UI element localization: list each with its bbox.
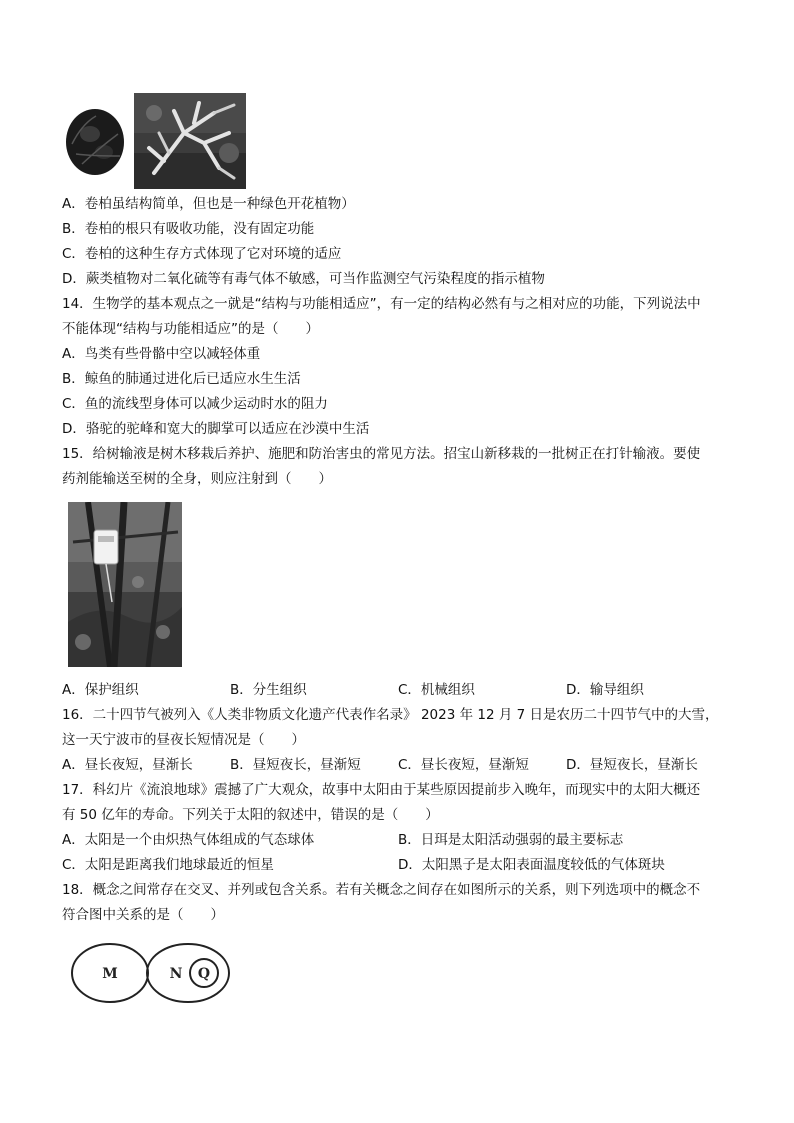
q15-option-d: D．输导组织 <box>566 682 644 698</box>
q16-option-c: C．昼长夜短，昼渐短 <box>398 757 529 773</box>
q15-stem-line2: 药剂能输送至树的全身，则应注射到（ ） <box>62 471 332 487</box>
q14-option-d: D．骆驼的驼峰和宽大的脚掌可以适应在沙漠中生活 <box>62 421 370 437</box>
q14-option-c: C．鱼的流线型身体可以减少运动时水的阻力 <box>62 396 328 412</box>
q16-stem-line1: 16．二十四节气被列入《人类非物质文化遗产代表作名录》 2023 年 12 月 7 日是农历二十四节气中的大雪， <box>62 707 719 723</box>
q16-option-b: B．昼短夜长，昼渐短 <box>230 757 361 773</box>
q13-option-c: C．卷柏的这种生存方式体现了它对环境的适应 <box>62 246 342 262</box>
q14-option-b: B．鲸鱼的肺通过进化后已适应水生生活 <box>62 371 301 387</box>
concept-relation-diagram <box>70 940 240 1006</box>
q17-option-a: A．太阳是一个由炽热气体组成的气态球体 <box>62 832 315 848</box>
q15-stem-line1: 15．给树输液是树木移栽后养护、施肥和防治害虫的常见方法。招宝山新移栽的一批树正在打针输液。要使 <box>62 446 701 462</box>
q17-stem-line1: 17．科幻片《流浪地球》震撼了广大观众，故事中太阳由于某些原因提前步入晚年，而现实中的太阳大概还 <box>62 782 701 798</box>
q15-option-a: A．保护组织 <box>62 682 139 698</box>
selaginella-dry-photo <box>62 94 130 184</box>
q13-option-a: A．卷柏虽结构简单，但也是一种绿色开花植物） <box>62 196 355 212</box>
q14-stem-line1: 14．生物学的基本观点之一就是“结构与功能相适应”，有一定的结构必然有与之相对应的功能，下列说法中 <box>62 296 701 312</box>
q17-option-b: B．日珥是太阳活动强弱的最主要标志 <box>398 832 624 848</box>
label-m: M <box>102 966 118 982</box>
q14-stem-line2: 不能体现“结构与功能相适应”的是（ ） <box>62 321 319 337</box>
q13-option-d: D．蕨类植物对二氧化硫等有毒气体不敏感，可当作监测空气污染程度的指示植物 <box>62 271 545 287</box>
q16-option-d: D．昼短夜长，昼渐长 <box>566 757 698 773</box>
q17-option-c: C．太阳是距离我们地球最近的恒星 <box>62 857 274 873</box>
q18-stem-line1: 18．概念之间常存在交叉、并列或包含关系。若有关概念之间存在如图所示的关系，则下列选项中的概念不 <box>62 882 701 898</box>
q15-option-c: C．机械组织 <box>398 682 475 698</box>
set-n-ellipse <box>147 944 229 1002</box>
selaginella-wet-photo <box>134 93 246 189</box>
q16-stem-line2: 这一天宁波市的昼夜长短情况是（ ） <box>62 732 305 748</box>
q17-option-d: D．太阳黑子是太阳表面温度较低的气体斑块 <box>398 857 665 873</box>
q14-option-a: A．鸟类有些骨骼中空以减轻体重 <box>62 346 261 362</box>
q17-stem-line2: 有 50 亿年的寿命。下列关于太阳的叙述中，错误的是（ ） <box>62 807 439 823</box>
tree-infusion-photo <box>68 502 182 667</box>
q15-option-b: B．分生组织 <box>230 682 307 698</box>
label-q: Q <box>197 966 211 982</box>
q16-option-a: A．昼长夜短，昼渐长 <box>62 757 193 773</box>
label-n: N <box>169 966 183 982</box>
q13-option-b: B．卷柏的根只有吸收功能，没有固定功能 <box>62 221 315 237</box>
q18-stem-line2: 符合图中关系的是（ ） <box>62 907 224 923</box>
